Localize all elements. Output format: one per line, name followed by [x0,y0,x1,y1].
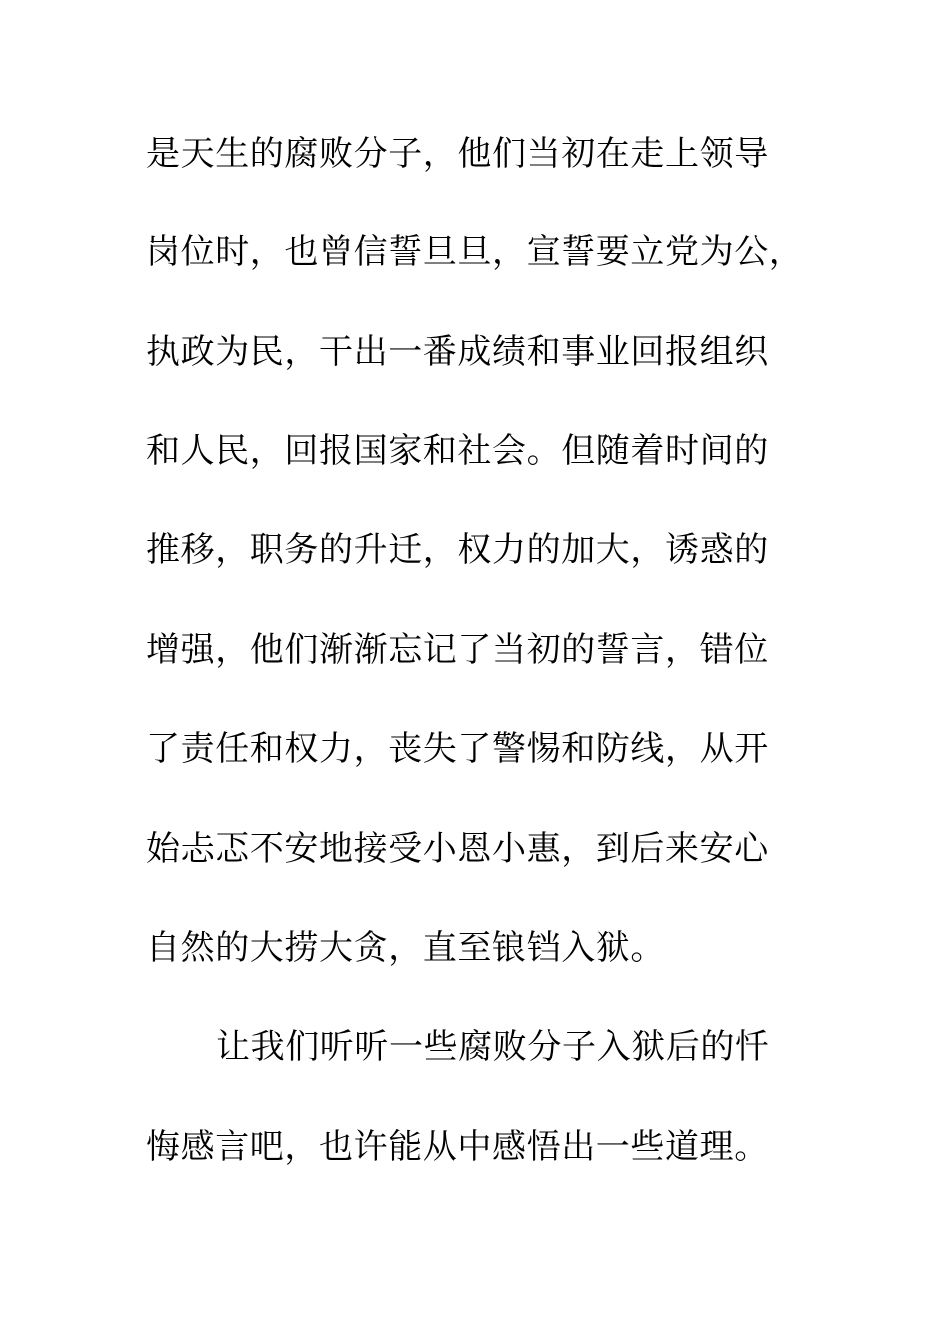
text-line-1: 是天生的腐败分子，他们当初在走上领导 [146,134,769,174]
text-line-7: 了责任和权力，丧失了警惕和防线，从开 [146,729,769,769]
text-line-2: 岗位时，也曾信誓旦旦，宣誓要立党为公， [146,232,804,272]
text-line-8: 始忐忑不安地接受小恩小惠，到后来安心 [146,829,769,869]
text-line-4: 和人民，回报国家和社会。但随着时间的 [146,431,769,471]
text-line-11: 悔感言吧，也许能从中感悟出一些道理。 [146,1127,769,1167]
text-line-6: 增强，他们渐渐忘记了当初的誓言，错位 [146,630,769,670]
text-line-10: 让我们听听一些腐败分子入狱后的忏 [216,1027,770,1067]
text-line-5: 推移，职务的升迁，权力的加大，诱惑的 [146,530,769,570]
text-line-3: 执政为民，干出一番成绩和事业回报组织 [146,332,769,372]
text-line-9: 自然的大捞大贪，直至锒铛入狱。 [146,928,665,968]
